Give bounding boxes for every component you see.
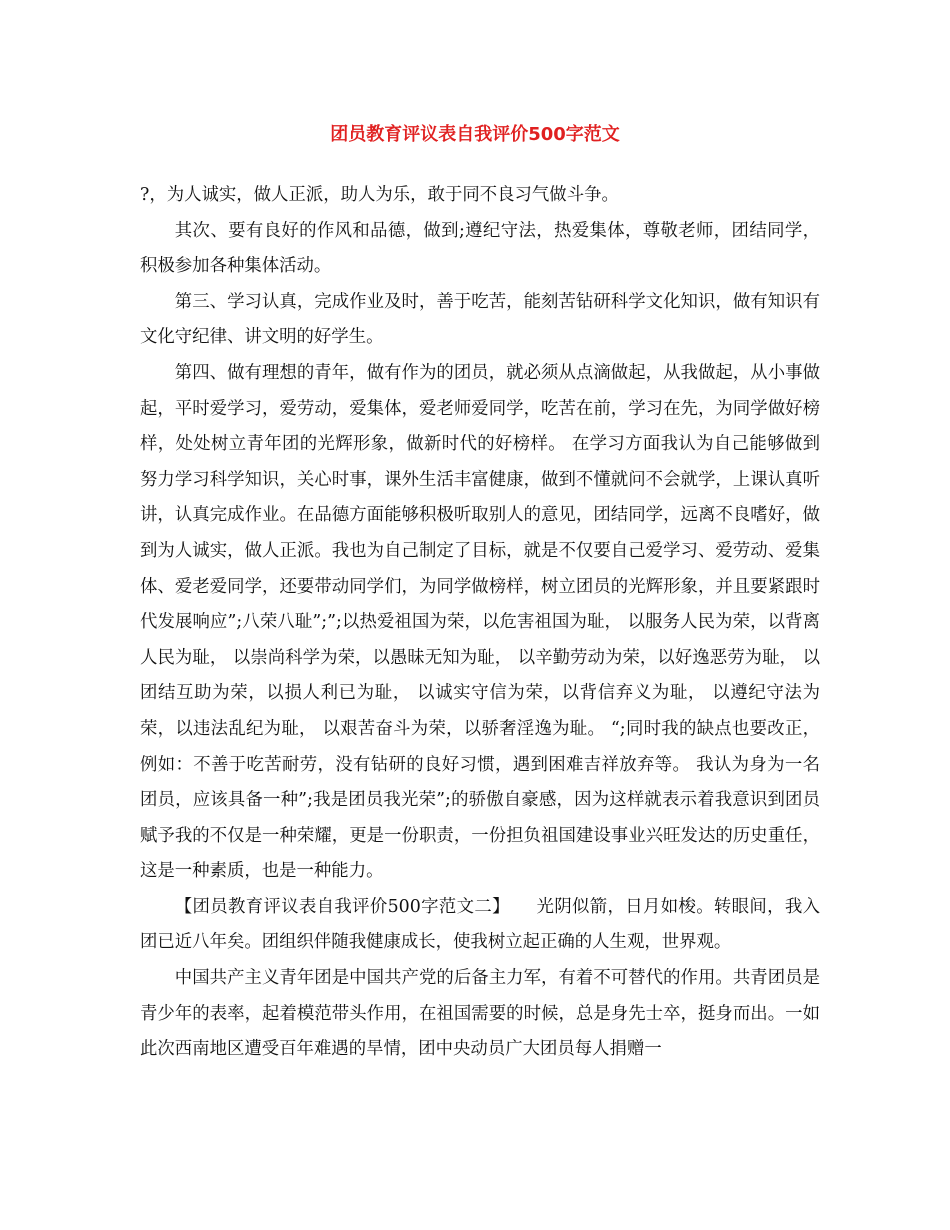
paragraph-5: 【团员教育评议表自我评价500字范文二】 光阴似箭，日月如梭。转眼间，我入团已近八年矣。团组织伴随我健康成长，使我树立起正确的人生观，世界观。	[140, 896, 820, 953]
document-body	[140, 178, 820, 1068]
document-title: 团员教育评议表自我评价500字范文	[330, 124, 620, 145]
paragraph-3: 第三、学习认真，完成作业及时，善于吃苦，能刻苦钻研科学文化知识，做有知识有文化守纪律、讲文明的好学生。	[140, 291, 820, 348]
paragraph-4: 第四、做有理想的青年，做有作为的团员，就必须从点滴做起，从我做起，从小事做起，平时爱学习，爱劳动，爱集体，爱老师爱同学，吃苦在前，学习在先，为同学做好榜样，处处树立青年团的光辉形象，做新时代的好榜样。 在学习方面我认为自己能够做到努力学习科学知识，关心时事，课外生活丰富健康，做到不懂就问不会就学，上课认真听讲，认真完成作业。在品德方面能够积极听取别人的意见，团结同学，远离不良嗜好，做到为人诚实，做人正派。我也为自己制定了目标，就是不仅要自己爱学习、爱劳动、爱集体、爱老爱同学，还要带动同学们，为同学做榜样，树立团员的光辉形象，并且要紧跟时代发展响应”;八荣八耻”;”;以热爱祖国为荣，以危害祖国为耻， 以服务人民为荣，以背离人民为耻， 以崇尚科学为荣，以愚昧无知为耻， 以辛勤劳动为荣，以好逸恶劳为耻， 以团结互助为荣，以损人利已为耻， 以诚实守信为荣，以背信弃义为耻， 以遵纪守法为荣，以违法乱纪为耻， 以艰苦奋斗为荣，以骄奢淫逸为耻。 “;同时我的缺点也要改正，例如：不善于吃苦耐劳，没有钻研的良好习惯，遇到困难吉祥放弃等。 我认为身为一名团员，应该具备一种”;我是团员我光荣”;的骄傲自豪感，因为这样就表示着我意识到团员赋予我的不仅是一种荣耀，更是一份职责，一份担负祖国建设事业兴旺发达的历史重任，这是一种素质，也是一种能力。	[140, 362, 820, 882]
paragraph-6: 中国共产主义青年团是中国共产党的后备主力军，有着不可替代的作用。共青团员是青少年的表率，起着模范带头作用，在祖国需要的时候，总是身先士卒，挺身而出。一如此次西南地区遭受百年难遇的旱情，团中央动员广大团员每人捐赠一	[140, 968, 820, 1060]
paragraph-1: ?，为人诚实，做人正派，助人为乐，敢于同不良习气做斗争。	[140, 185, 619, 205]
paragraph-2: 其次、要有良好的作风和品德，做到;遵纪守法，热爱集体，尊敬老师，团结同学，积极参加各种集体活动。	[140, 220, 820, 277]
